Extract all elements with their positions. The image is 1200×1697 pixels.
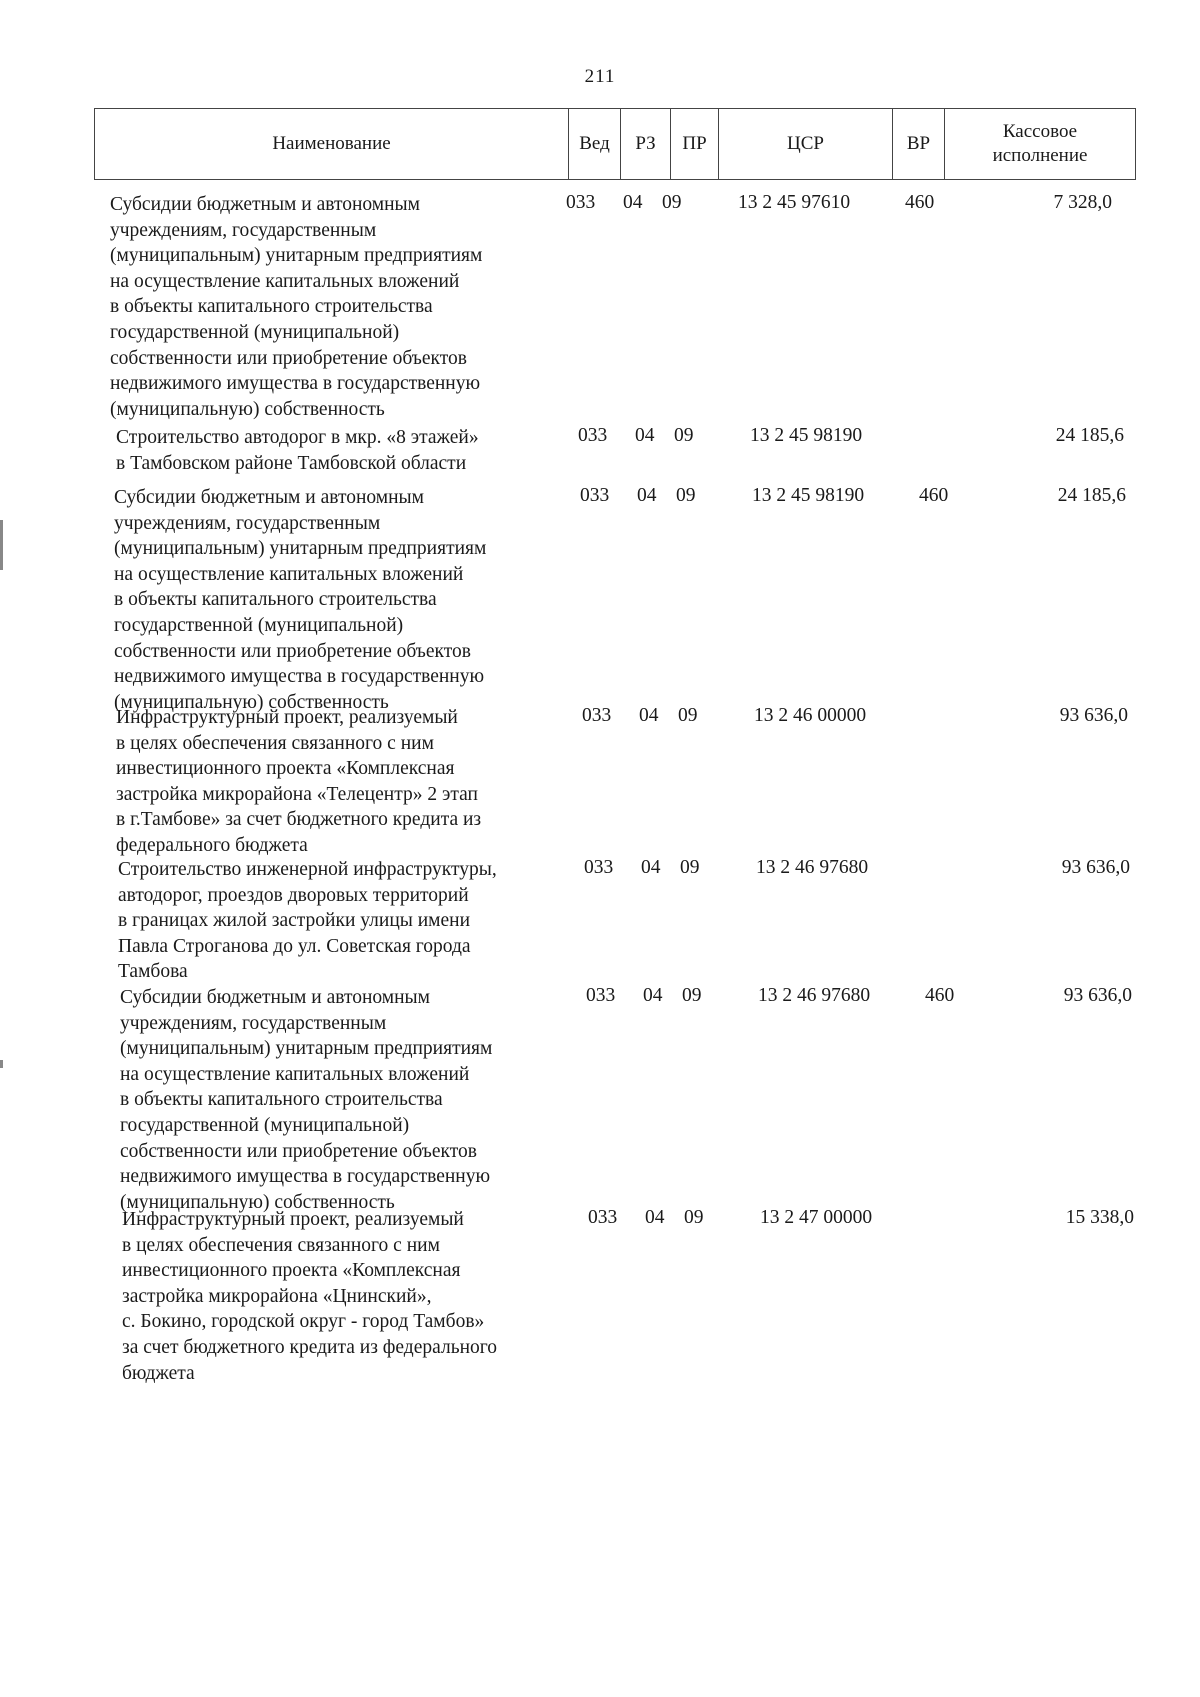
header-pr: ПР: [671, 109, 719, 179]
cell-rz: 04: [623, 192, 643, 213]
cell-pr: 09: [676, 485, 696, 506]
cell-amount: 15 338,0: [1065, 1207, 1134, 1228]
header-name: Наименование: [95, 109, 569, 179]
cell-csr: 13 2 45 98190: [752, 485, 865, 506]
cell-ved: 033: [584, 857, 614, 878]
cell-ved: 033: [578, 425, 608, 446]
cell-rz: 04: [643, 985, 663, 1006]
cell-amount: 93 636,0: [1059, 705, 1128, 726]
cell-rz: 04: [637, 485, 657, 506]
cell-name: Субсидии бюджетным и автономным учреждениям, государственным (муниципальным) унитарным предприятиям на осуществление капитальных вложений в объекты капитального строительства государственной (муниципальной) собственности или приобретение объектов недвижимого имущества в государственную (муниципальную) собственность: [114, 487, 487, 713]
cell-csr: 13 2 46 00000: [754, 705, 867, 726]
cell-csr: 13 2 47 00000: [760, 1207, 873, 1228]
scan-edge-mark: [0, 1060, 3, 1068]
cell-pr: 09: [674, 425, 694, 446]
header-ved: Вед: [569, 109, 621, 179]
cell-amount: 93 636,0: [1063, 985, 1132, 1006]
cell-pr: 09: [680, 857, 700, 878]
cell-name: Субсидии бюджетным и автономным учреждениям, государственным (муниципальным) унитарным предприятиям на осуществление капитальных вложений в объекты капитального строительства государственной (муниципальной) собственности или приобретение объектов недвижимого имущества в государственную (муниципальную) собственность: [110, 194, 483, 420]
cell-amount: 93 636,0: [1061, 857, 1130, 878]
table-header: [94, 108, 1136, 180]
cell-ved: 033: [580, 485, 610, 506]
header-csr: ЦСР: [719, 109, 893, 179]
cell-rz: 04: [639, 705, 659, 726]
cell-ved: 033: [566, 192, 596, 213]
cell-name: Инфраструктурный проект, реализуемый в целях обеспечения связанного с ним инвестиционного проекта «Комплексная застройка микрорайона «Телецентр» 2 этап в г.Тамбове» за счет бюджетного кредита из федерального бюджета: [116, 707, 482, 856]
header-amount: Кассовое исполнение: [992, 121, 1088, 166]
cell-name: Субсидии бюджетным и автономным учреждениям, государственным (муниципальным) унитарным предприятиям на осуществление капитальных вложений в объекты капитального строительства государственной (муниципальной) собственности или приобретение объектов недвижимого имущества в государственную (муниципальную) собственность: [120, 987, 493, 1213]
cell-pr: 09: [662, 192, 682, 213]
cell-vr: 460: [905, 192, 935, 213]
header-rz: РЗ: [621, 109, 671, 179]
cell-amount: 24 185,6: [1055, 425, 1124, 446]
cell-vr: 460: [925, 985, 955, 1006]
cell-csr: 13 2 46 97680: [758, 985, 871, 1006]
cell-amount: 24 185,6: [1057, 485, 1126, 506]
cell-csr: 13 2 45 98190: [750, 425, 863, 446]
page-number: 211: [584, 66, 616, 87]
cell-name: Строительство автодорог в мкр. «8 этажей» в Тамбовском районе Тамбовской области: [116, 427, 479, 474]
scan-edge-mark: [0, 520, 3, 570]
cell-vr: 460: [919, 485, 949, 506]
cell-csr: 13 2 45 97610: [738, 192, 851, 213]
cell-pr: 09: [684, 1207, 704, 1228]
cell-pr: 09: [682, 985, 702, 1006]
cell-rz: 04: [645, 1207, 665, 1228]
cell-rz: 04: [641, 857, 661, 878]
cell-csr: 13 2 46 97680: [756, 857, 869, 878]
cell-name: Строительство инженерной инфраструктуры, автодорог, проездов дворовых территорий в границах жилой застройки улицы имени Павла Строганова до ул. Советская города Тамбова: [118, 859, 497, 983]
cell-pr: 09: [678, 705, 698, 726]
header-vr: ВР: [893, 109, 945, 179]
cell-ved: 033: [586, 985, 616, 1006]
cell-name: Инфраструктурный проект, реализуемый в целях обеспечения связанного с ним инвестиционного проекта «Комплексная застройка микрорайона «Цнинский», с. Бокино, городской округ - город Тамбов» за счет бюджетного кредита из федерального бюджета: [122, 1209, 498, 1384]
cell-rz: 04: [635, 425, 655, 446]
cell-ved: 033: [588, 1207, 618, 1228]
cell-ved: 033: [582, 705, 612, 726]
cell-amount: 7 328,0: [1053, 192, 1112, 213]
